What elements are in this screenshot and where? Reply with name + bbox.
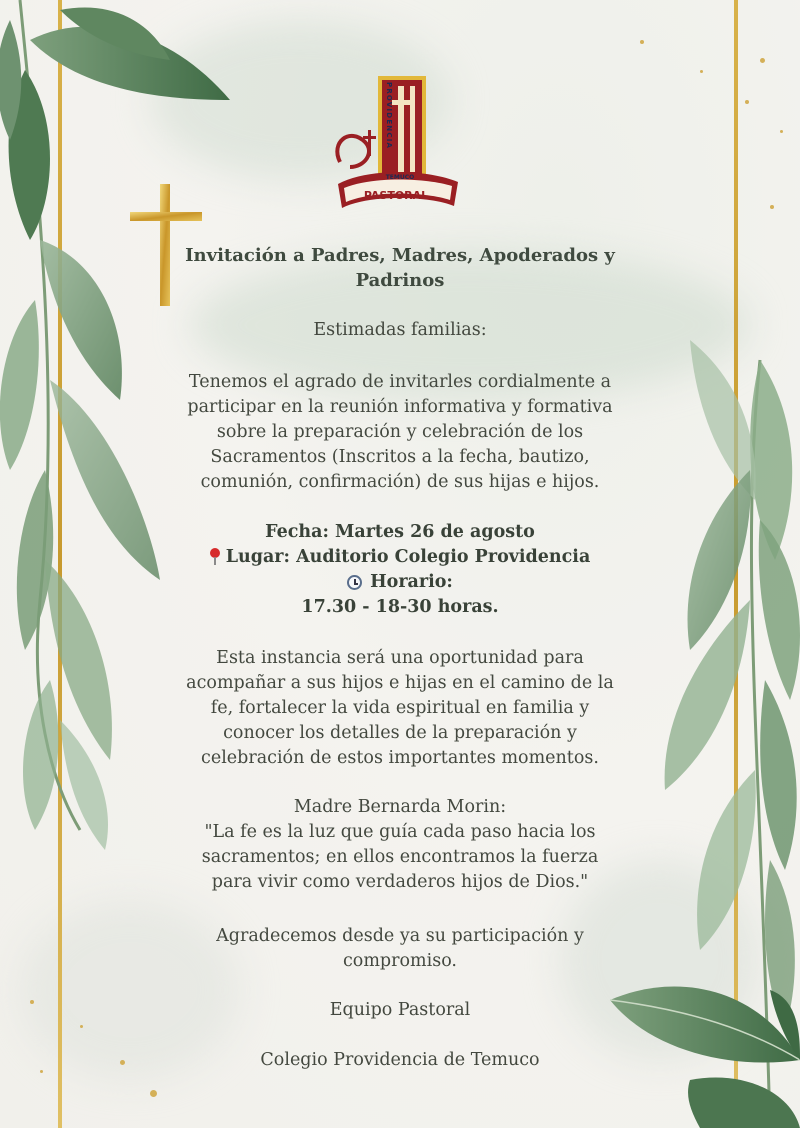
map-pin-icon [210, 548, 220, 564]
intro-line: Tenemos el agrado de invitarles cordialmente a [188, 372, 612, 392]
logo-vertical-text: PROVIDENCIA [385, 82, 393, 150]
thanks-line: compromiso. [343, 951, 457, 971]
intro-line: comunión, confirmación) de sus hijas e hijos. [200, 472, 600, 492]
body-line: Esta instancia será una oportunidad para [216, 648, 584, 668]
pastoral-logo [330, 72, 462, 217]
quote-line: sacramentos; en ellos encontramos la fuerza [201, 847, 599, 867]
title-line-1: Invitación a Padres, Madres, Apoderados y [185, 245, 615, 266]
body-line: fe, fortalecer la vida espiritual en familia y [210, 698, 590, 718]
event-schedule-time: 17.30 - 18-30 horas. [301, 597, 499, 617]
intro-line: participar en la reunión informativa y formativa [187, 397, 613, 417]
body-paragraph [110, 646, 690, 771]
event-details [110, 520, 690, 620]
body-line: acompañar a sus hijos e hijas en el camino de la [186, 673, 614, 693]
logo-ribbon-text: PASTORAL [363, 189, 429, 202]
quote-block [110, 795, 690, 895]
thanks-line: Agradecemos desde ya su participación y [216, 926, 584, 946]
quote-line: para vivir como verdaderos hijos de Dios." [211, 872, 589, 892]
body-line: conocer los detalles de la preparación y [223, 723, 577, 743]
thanks-paragraph [110, 924, 690, 974]
intro-paragraph [110, 370, 690, 495]
event-place-row [110, 545, 690, 570]
quote-line: "La fe es la luz que guía cada paso hacia los [204, 822, 596, 842]
logo-city-text: TEMUCO [385, 174, 415, 181]
title-line-2: Padrinos [355, 270, 445, 291]
event-date: Fecha: Martes 26 de agosto [265, 522, 535, 542]
intro-line: sobre la preparación y celebración de los [216, 422, 584, 442]
quote-author: Madre Bernarda Morin: [293, 797, 507, 817]
event-schedule-label: Horario: [370, 572, 453, 592]
invitation-title [176, 243, 624, 293]
clock-icon [347, 575, 362, 590]
signature-school: Colegio Providencia de Temuco [260, 1050, 540, 1070]
body-line: celebración de estos importantes momentos. [201, 748, 599, 768]
event-place: Lugar: Auditorio Colegio Providencia [225, 547, 591, 567]
intro-line: Sacramentos (Inscritos a la fecha, bautizo, [210, 447, 590, 467]
signature-team: Equipo Pastoral [329, 1000, 471, 1020]
greeting: Estimadas familias: [313, 320, 487, 340]
event-schedule-row [110, 570, 690, 595]
